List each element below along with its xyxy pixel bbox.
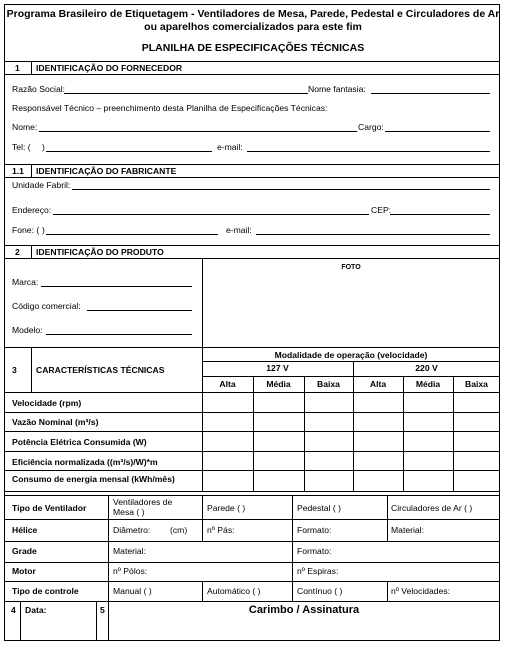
section-title: IDENTIFICAÇÃO DO PRODUTO	[36, 247, 164, 257]
label-formato-helice[interactable]: Formato:	[297, 525, 332, 535]
label-razao-social: Razão Social:	[12, 84, 66, 94]
divider	[108, 495, 109, 601]
divider	[202, 519, 203, 541]
divider	[387, 581, 388, 601]
cell-input[interactable]	[454, 393, 499, 411]
divider	[4, 347, 500, 348]
row-label-eficiencia: Eficiência normalizada ((m³/s)/W)*m	[12, 457, 158, 467]
label-marca: Marca:	[12, 277, 39, 287]
label-email: e-mail:	[226, 225, 252, 235]
signature-label[interactable]: Carimbo / Assinatura	[248, 604, 360, 616]
section-title: CARACTERÍSTICAS TÉCNICAS	[36, 365, 165, 375]
label-cep: CEP:	[371, 205, 392, 215]
speed-header: Baixa	[317, 379, 340, 389]
label-responsavel: Responsável Técnico – preenchimento desta Planilha de Especificações Técnicas:	[12, 103, 328, 113]
divider	[387, 519, 388, 541]
divider	[387, 495, 388, 519]
label-nome-fantasia: Nome fantasia:	[308, 84, 366, 94]
field-modelo[interactable]	[46, 334, 192, 335]
field-codigo-comercial[interactable]	[87, 310, 192, 311]
label-fone: Fone: (	[12, 225, 40, 235]
field-nome-fantasia[interactable]	[371, 93, 490, 94]
label-modelo: Modelo:	[12, 325, 43, 335]
cell-input[interactable]	[254, 393, 303, 411]
label-helice: Hélice	[12, 525, 38, 535]
divider	[4, 581, 500, 582]
section-number: 5	[100, 605, 105, 615]
voltage-127-header: 127 V	[266, 363, 289, 373]
field-cargo[interactable]	[385, 131, 490, 132]
divider	[202, 361, 500, 362]
divider	[4, 431, 500, 432]
label-num-espiras[interactable]: nº Espiras:	[297, 566, 339, 576]
label-tipo-ventilador: Tipo de Ventilador	[12, 503, 87, 513]
field-razao-social[interactable]	[64, 93, 308, 94]
speed-header: Alta	[369, 379, 387, 389]
divider	[202, 581, 203, 601]
section-number: 3	[12, 365, 17, 375]
label-motor: Motor	[12, 566, 36, 576]
field-email[interactable]	[247, 151, 490, 152]
label-material-grade[interactable]: Material:	[113, 546, 146, 556]
section-title: IDENTIFICAÇÃO DO FORNECEDOR	[36, 63, 183, 73]
speed-header: Baixa	[465, 379, 488, 389]
option-continuo-checkbox[interactable]: Contínuo ( )	[297, 586, 343, 596]
label-endereco: Endereço:	[12, 205, 52, 215]
divider	[202, 347, 203, 491]
label-email: e-mail:	[217, 142, 243, 152]
field-nome[interactable]	[39, 131, 357, 132]
divider	[4, 491, 500, 492]
row-label-vazao: Vazão Nominal (m³/s)	[12, 417, 99, 427]
divider	[4, 495, 500, 496]
label-num-pas[interactable]: nº Pás:	[207, 525, 235, 535]
divider	[31, 164, 32, 177]
label-material-helice[interactable]: Material:	[391, 525, 424, 535]
divider	[4, 541, 500, 542]
field-email-fabricante[interactable]	[256, 234, 490, 235]
label-formato-grade[interactable]: Formato:	[297, 546, 332, 556]
label-cm: (cm)	[170, 525, 188, 535]
option-mesa: Ventiladores de	[113, 497, 173, 507]
label-codigo-comercial: Código comercial:	[12, 301, 81, 311]
divider	[4, 451, 500, 452]
divider	[4, 258, 500, 259]
option-pedestal-checkbox[interactable]: Pedestal ( )	[297, 503, 341, 513]
title-line-2: ou aparelhos comercializados para este fim	[144, 21, 362, 33]
speed-header: Média	[266, 379, 291, 389]
label-diametro[interactable]: Diâmetro:	[113, 525, 151, 535]
sheet-frame	[4, 4, 500, 641]
label-cargo: Cargo:	[358, 122, 384, 132]
option-circulador-checkbox[interactable]: Circuladores de Ar ( )	[391, 503, 473, 513]
field-marca[interactable]	[41, 286, 192, 287]
cell-input[interactable]	[354, 393, 402, 411]
divider	[20, 601, 21, 641]
label-grade: Grade	[12, 546, 37, 556]
cell-input[interactable]	[404, 393, 452, 411]
section-title: IDENTIFICAÇÃO DO FABRICANTE	[36, 166, 177, 176]
section-number: 4	[11, 605, 16, 615]
speed-header: Alta	[219, 379, 236, 389]
label-tel: Tel: (	[12, 142, 31, 152]
divider	[292, 495, 293, 601]
row-label-potencia: Potência Elétrica Consumida (W)	[12, 437, 147, 447]
section-number: 1	[15, 63, 20, 73]
modalidade-header: Modalidade de operação (velocidade)	[274, 350, 428, 360]
option-automatico-checkbox[interactable]: Automático ( )	[207, 586, 261, 596]
divider	[353, 361, 354, 491]
divider	[4, 164, 500, 165]
divider	[4, 177, 500, 178]
field-endereco[interactable]	[53, 214, 369, 215]
divider	[31, 61, 32, 74]
label-tel-close: )	[42, 142, 45, 152]
divider	[202, 495, 203, 519]
label-unidade-fabril: Unidade Fabril:	[12, 180, 71, 190]
section-number: 2	[15, 247, 20, 257]
cell-input[interactable]	[305, 393, 352, 411]
section-number: 1.1	[12, 166, 24, 176]
label-data[interactable]: Data:	[25, 605, 47, 615]
divider	[4, 562, 500, 563]
photo-label: FOTO	[341, 264, 361, 271]
label-tipo-controle: Tipo de controle	[12, 586, 79, 596]
divider	[4, 412, 500, 413]
divider	[4, 61, 500, 62]
divider	[4, 74, 500, 75]
divider	[96, 601, 97, 641]
option-manual-checkbox[interactable]: Manual ( )	[113, 586, 152, 596]
divider	[31, 347, 32, 392]
field-tel[interactable]	[46, 151, 212, 152]
divider	[4, 470, 500, 471]
field-fone[interactable]	[46, 234, 218, 235]
option-mesa-checkbox[interactable]: Mesa ( )	[113, 507, 145, 517]
option-parede-checkbox[interactable]: Parede ( )	[207, 503, 246, 513]
divider	[4, 245, 500, 246]
row-label-consumo: Consumo de energia mensal (kWh/mês)	[12, 474, 175, 484]
divider	[4, 601, 500, 602]
row-label-velocidade: Velocidade (rpm)	[12, 398, 82, 408]
label-fone-close: )	[42, 225, 45, 235]
field-cep[interactable]	[390, 214, 490, 215]
divider	[202, 376, 500, 377]
divider	[31, 245, 32, 258]
divider	[4, 519, 500, 520]
page-title: PLANILHA DE ESPECIFICAÇÕES TÉCNICAS	[141, 42, 365, 54]
field-unidade-fabril[interactable]	[72, 189, 490, 190]
label-num-velocidades[interactable]: nº Velocidades:	[391, 586, 451, 596]
speed-header: Média	[415, 379, 441, 389]
title-line-1: Programa Brasileiro de Etiquetagem - Ventiladores de Mesa, Parede, Pedestal e Circuladores de Ar	[6, 8, 500, 20]
cell-input[interactable]	[203, 393, 253, 411]
label-nome: Nome:	[12, 122, 38, 132]
label-num-polos[interactable]: nº Pólos:	[113, 566, 148, 576]
voltage-220-header: 220 V	[415, 363, 438, 373]
